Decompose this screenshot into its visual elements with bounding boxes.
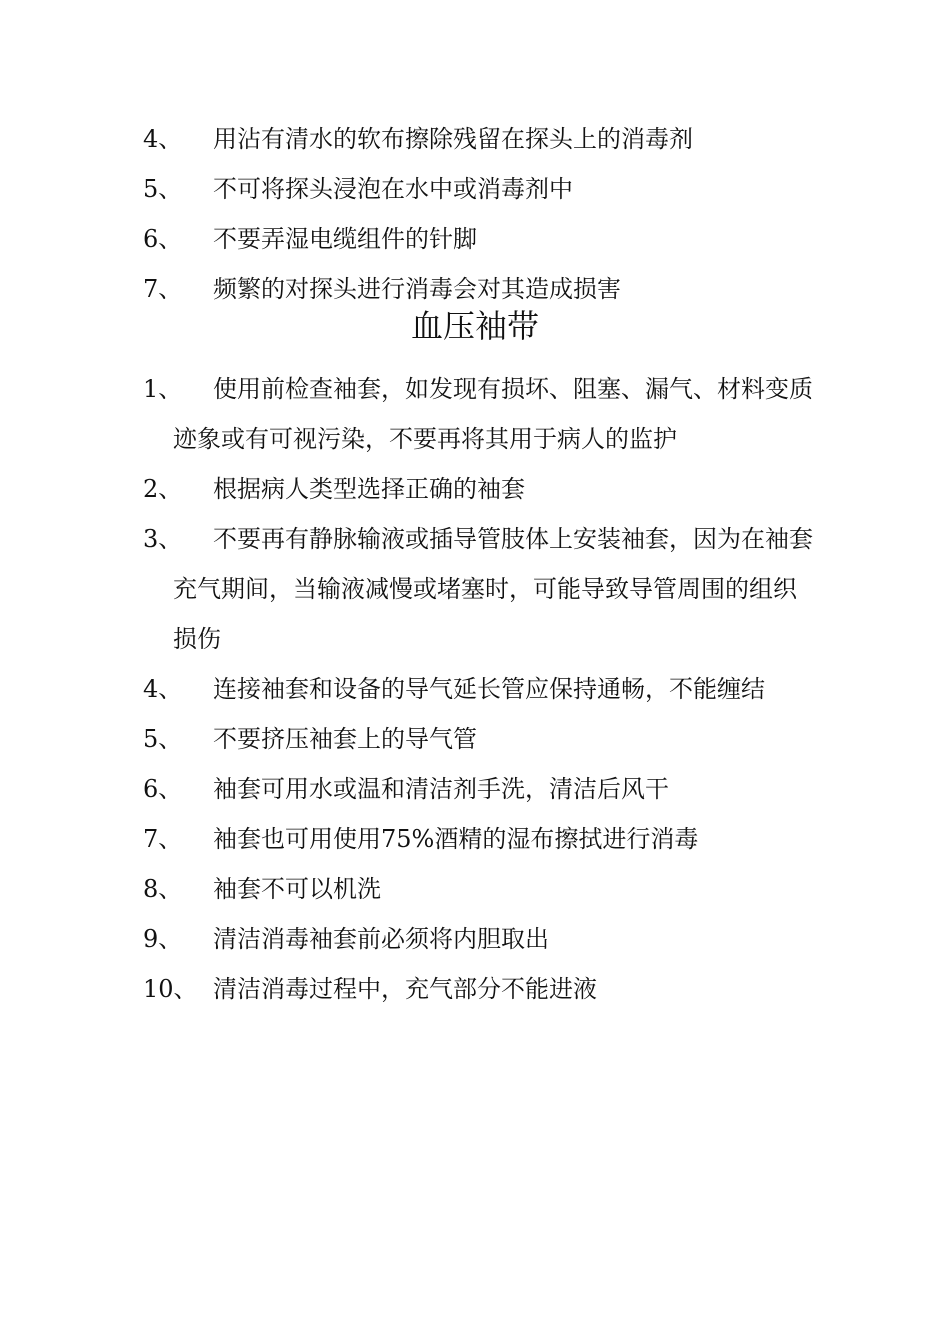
item-number: 2、	[143, 475, 183, 503]
item-text: 频繁的对探头进行消毒会对其造成损害	[213, 275, 621, 303]
item-text: 使用前检查袖套，如发现有损坏、阻塞、漏气、材料变质迹象或有可视污染，不要再将其用于病人的监护	[173, 375, 813, 453]
list-item	[143, 964, 813, 1014]
list-item	[143, 514, 813, 664]
item-number: 9、	[143, 925, 183, 953]
item-number: 6、	[143, 225, 183, 253]
item-text: 连接袖套和设备的导气延长管应保持通畅，不能缠结	[213, 675, 765, 703]
list-item	[143, 714, 813, 764]
list-item	[143, 214, 813, 264]
item-number: 3、	[143, 525, 183, 553]
list-item	[143, 814, 813, 864]
list-item	[143, 764, 813, 814]
cuff-care-list	[143, 364, 813, 1014]
section-title: 血压袖带	[410, 307, 539, 345]
item-number: 8、	[143, 875, 183, 903]
item-text: 不要再有静脉输液或插导管肢体上安装袖套，因为在袖套充气期间，当输液减慢或堵塞时，可能导致导管周围的组织损伤	[173, 525, 813, 653]
item-text: 袖套可用水或温和清洁剂手洗，清洁后风干	[213, 775, 669, 803]
item-text: 用沾有清水的软布擦除残留在探头上的消毒剂	[213, 125, 693, 153]
item-text: 袖套也可用使用75%酒精的湿布擦拭进行消毒	[213, 825, 699, 853]
item-number: 5、	[143, 725, 183, 753]
item-number: 7、	[143, 825, 183, 853]
item-number: 10、	[143, 975, 198, 1003]
item-number: 4、	[143, 675, 183, 703]
item-number: 1、	[143, 375, 183, 403]
list-item	[143, 914, 813, 964]
list-item	[143, 664, 813, 714]
item-text: 根据病人类型选择正确的袖套	[213, 475, 525, 503]
list-item	[143, 364, 813, 464]
item-text: 袖套不可以机洗	[213, 875, 381, 903]
item-text: 不要挤压袖套上的导气管	[213, 725, 477, 753]
list-item	[143, 164, 813, 214]
item-number: 5、	[143, 175, 183, 203]
list-item	[143, 864, 813, 914]
list-item	[143, 114, 813, 164]
item-text: 清洁消毒袖套前必须将内胆取出	[213, 925, 549, 953]
item-text: 清洁消毒过程中，充气部分不能进液	[213, 975, 597, 1003]
item-number: 4、	[143, 125, 183, 153]
item-text: 不可将探头浸泡在水中或消毒剂中	[213, 175, 573, 203]
item-number: 7、	[143, 275, 183, 303]
item-text: 不要弄湿电缆组件的针脚	[213, 225, 477, 253]
item-number: 6、	[143, 775, 183, 803]
list-item	[143, 464, 813, 514]
probe-care-list	[143, 114, 813, 314]
